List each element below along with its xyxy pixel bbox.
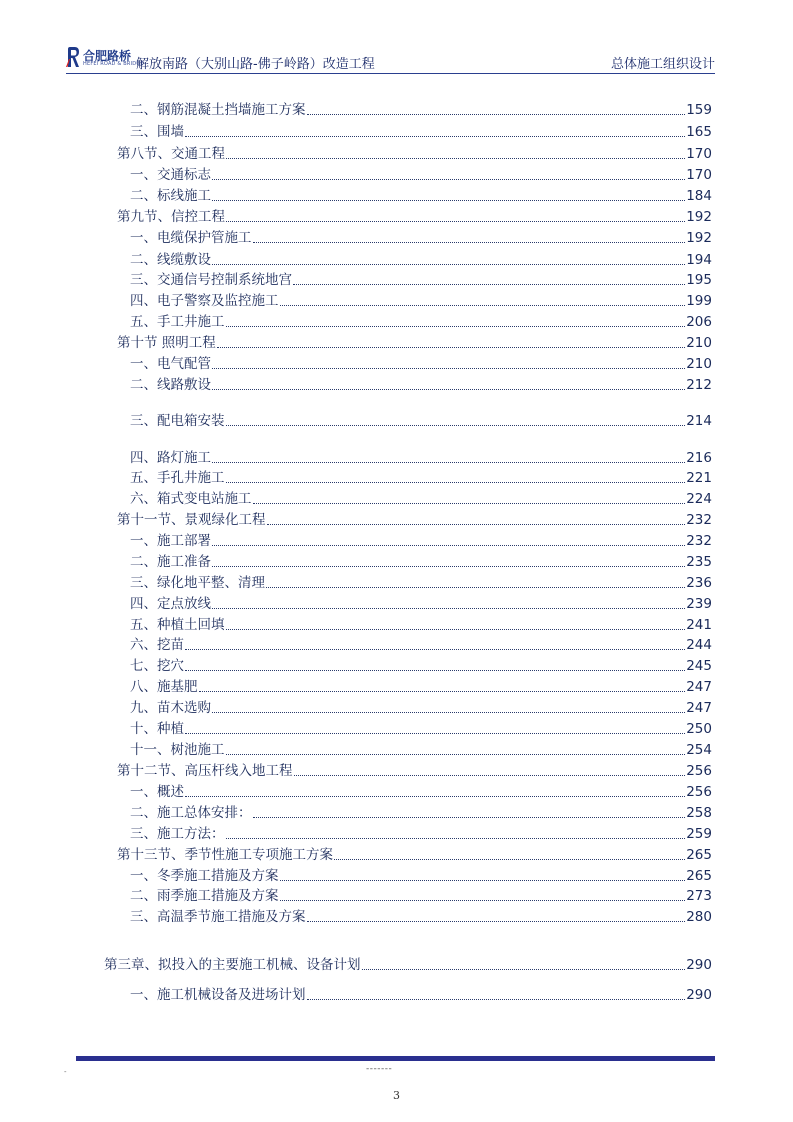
toc-dot-leader xyxy=(280,879,686,881)
toc-entry-page: 265 xyxy=(686,847,712,863)
toc-dot-leader xyxy=(185,732,685,734)
toc-entry-label: 一、冬季施工措施及方案 xyxy=(130,868,279,884)
toc-dot-leader xyxy=(362,968,686,970)
toc-entry-label: 第十节 照明工程 xyxy=(117,335,216,351)
toc-entry-page: 214 xyxy=(686,413,712,429)
toc-entry[interactable] xyxy=(117,847,712,863)
toc-entry-page: 280 xyxy=(686,909,712,925)
toc-entry[interactable] xyxy=(130,596,712,612)
project-title: 解放南路（大别山路-佛子岭路）改造工程 xyxy=(136,57,375,72)
toc-entry-page: 256 xyxy=(686,784,712,800)
toc-dot-leader xyxy=(267,523,686,525)
toc-entry[interactable] xyxy=(117,512,712,528)
toc-entry-label: 一、交通标志 xyxy=(130,167,211,183)
toc-entry-page: 170 xyxy=(686,146,712,162)
toc-entry-page: 165 xyxy=(686,124,712,140)
toc-entry-label: 二、线缆敷设 xyxy=(130,252,211,268)
toc-dot-leader xyxy=(212,607,685,609)
toc-entry[interactable] xyxy=(130,554,712,570)
toc-entry-page: 221 xyxy=(686,470,712,486)
toc-entry-page: 245 xyxy=(686,658,712,674)
toc-dot-leader xyxy=(212,461,685,463)
toc-entry[interactable] xyxy=(130,124,712,140)
toc-entry[interactable] xyxy=(130,230,712,246)
toc-entry[interactable] xyxy=(104,957,712,973)
toc-entry[interactable] xyxy=(130,805,712,821)
toc-entry-label: 八、施基肥 xyxy=(130,679,198,695)
toc-dot-leader xyxy=(226,325,686,327)
toc-entry-label: 二、雨季施工措施及方案 xyxy=(130,888,279,904)
toc-entry-page: 170 xyxy=(686,167,712,183)
toc-dot-leader xyxy=(334,858,685,860)
toc-dot-leader xyxy=(212,544,685,546)
toc-dot-leader xyxy=(217,346,685,348)
toc-entry-label: 一、电缆保护管施工 xyxy=(130,230,252,246)
toc-entry-page: 184 xyxy=(686,188,712,204)
toc-dot-leader xyxy=(226,220,685,222)
toc-dot-leader xyxy=(212,263,685,265)
toc-entry-label: 一、施工部署 xyxy=(130,533,211,549)
toc-entry-label: 四、路灯施工 xyxy=(130,450,211,466)
toc-entry-label: 六、挖苗 xyxy=(130,637,184,653)
toc-dot-leader xyxy=(226,837,686,839)
toc-dot-leader xyxy=(307,998,686,1000)
toc-entry[interactable] xyxy=(130,617,712,633)
toc-dot-leader xyxy=(253,502,686,504)
toc-dot-leader xyxy=(307,113,686,115)
toc-entry[interactable] xyxy=(117,209,712,225)
toc-entry-label: 三、交通信号控制系统地宫 xyxy=(130,272,292,288)
toc-entry-page: 247 xyxy=(686,679,712,695)
toc-dot-leader xyxy=(185,669,685,671)
toc-entry-page: 256 xyxy=(686,763,712,779)
toc-dot-leader xyxy=(226,753,686,755)
toc-entry[interactable] xyxy=(130,252,712,268)
toc-entry[interactable] xyxy=(130,377,712,393)
toc-entry-page: 195 xyxy=(686,272,712,288)
toc-dot-leader xyxy=(212,565,685,567)
toc-entry-page: 192 xyxy=(686,209,712,225)
toc-dot-leader xyxy=(199,690,686,692)
toc-entry-label: 三、绿化地平整、清理 xyxy=(130,575,265,591)
toc-entry-page: 290 xyxy=(686,987,712,1003)
toc-entry-page: 192 xyxy=(686,230,712,246)
toc-entry-label: 六、箱式变电站施工 xyxy=(130,491,252,507)
toc-entry-page: 258 xyxy=(686,805,712,821)
toc-entry[interactable] xyxy=(130,188,712,204)
logo-text: 合肥路桥 xyxy=(83,49,132,63)
toc-entry[interactable] xyxy=(130,637,712,653)
toc-entry-label: 二、施工总体安排： xyxy=(130,805,252,821)
toc-entry-label: 第十二节、高压杆线入地工程 xyxy=(117,763,293,779)
toc-entry-label: 三、围墙 xyxy=(130,124,184,140)
toc-dot-leader xyxy=(212,199,685,201)
toc-entry[interactable] xyxy=(130,470,712,486)
page-number: 3 xyxy=(393,1089,400,1102)
toc-entry-page: 241 xyxy=(686,617,712,633)
toc-dot-leader xyxy=(185,795,685,797)
toc-entry-page: 210 xyxy=(686,356,712,372)
header-divider xyxy=(66,73,715,74)
toc-entry-label: 第十一节、景观绿化工程 xyxy=(117,512,266,528)
page-header xyxy=(66,44,715,74)
toc-entry[interactable] xyxy=(130,102,712,118)
toc-entry-page: 236 xyxy=(686,575,712,591)
toc-dot-leader xyxy=(185,648,685,650)
toc-entry-page: 206 xyxy=(686,314,712,330)
footer-bar xyxy=(76,1056,715,1061)
toc-entry[interactable] xyxy=(117,335,712,351)
footer-dash: ------- xyxy=(366,1064,393,1074)
toc-entry[interactable] xyxy=(130,450,712,466)
toc-entry-label: 七、挖穴 xyxy=(130,658,184,674)
toc-entry-label: 二、施工准备 xyxy=(130,554,211,570)
toc-entry-label: 二、线路敷设 xyxy=(130,377,211,393)
toc-dot-leader xyxy=(226,157,685,159)
toc-entry-label: 一、施工机械设备及进场计划 xyxy=(130,987,306,1003)
toc-entry-label: 二、钢筋混凝土挡墙施工方案 xyxy=(130,102,306,118)
toc-entry-label: 四、电子警察及监控施工 xyxy=(130,293,279,309)
toc-dot-leader xyxy=(307,920,686,922)
toc-entry[interactable] xyxy=(130,167,712,183)
toc-entry-label: 三、配电箱安装 xyxy=(130,413,225,429)
toc-entry[interactable] xyxy=(130,700,712,716)
toc-dot-leader xyxy=(253,816,686,818)
toc-entry-page: 250 xyxy=(686,721,712,737)
toc-dot-leader xyxy=(280,304,686,306)
toc-entry[interactable] xyxy=(130,575,712,591)
toc-entry-page: 290 xyxy=(686,957,712,973)
toc-entry-page: 212 xyxy=(686,377,712,393)
toc-dot-leader xyxy=(185,135,685,137)
toc-dot-leader xyxy=(293,283,685,285)
toc-entry[interactable] xyxy=(130,658,712,674)
toc-entry[interactable] xyxy=(130,356,712,372)
toc-entry-label: 十、种植 xyxy=(130,721,184,737)
toc-entry-page: 265 xyxy=(686,868,712,884)
toc-entry[interactable] xyxy=(130,272,712,288)
toc-entry-label: 第十三节、季节性施工专项施工方案 xyxy=(117,847,333,863)
toc-entry[interactable] xyxy=(130,413,712,429)
toc-entry[interactable] xyxy=(130,909,712,925)
toc-entry[interactable] xyxy=(130,826,712,842)
toc-entry-page: 244 xyxy=(686,637,712,653)
toc-entry[interactable] xyxy=(130,987,712,1003)
toc-entry-page: 216 xyxy=(686,450,712,466)
toc-entry[interactable] xyxy=(130,491,712,507)
toc-entry-label: 第九节、信控工程 xyxy=(117,209,225,225)
toc-entry[interactable] xyxy=(130,679,712,695)
toc-entry[interactable] xyxy=(130,314,712,330)
toc-entry-label: 第八节、交通工程 xyxy=(117,146,225,162)
toc-entry[interactable] xyxy=(130,721,712,737)
toc-entry[interactable] xyxy=(117,763,712,779)
toc-dot-leader xyxy=(226,628,686,630)
toc-entry-label: 一、电气配管 xyxy=(130,356,211,372)
document-title: 总体施工组织设计 xyxy=(610,57,715,72)
toc-dot-leader xyxy=(294,774,686,776)
toc-entry[interactable] xyxy=(130,533,712,549)
toc-entry-label: 四、定点放线 xyxy=(130,596,211,612)
toc-entry-page: 159 xyxy=(686,102,712,118)
toc-entry-label: 五、手工井施工 xyxy=(130,314,225,330)
toc-entry-page: 259 xyxy=(686,826,712,842)
toc-dot-leader xyxy=(212,711,685,713)
toc-entry[interactable] xyxy=(130,868,712,884)
toc-dot-leader xyxy=(226,481,686,483)
toc-entry[interactable] xyxy=(130,888,712,904)
toc-entry-label: 五、种植土回填 xyxy=(130,617,225,633)
toc-entry-label: 一、概述 xyxy=(130,784,184,800)
logo-icon xyxy=(66,46,80,68)
toc-dot-leader xyxy=(253,241,686,243)
toc-dot-leader xyxy=(226,424,686,426)
toc-entry[interactable] xyxy=(117,146,712,162)
toc-entry-page: 210 xyxy=(686,335,712,351)
logo-subtext: HEFEI ROAD & BRIDGE xyxy=(83,61,144,67)
toc-dot-leader xyxy=(212,388,685,390)
toc-entry-label: 第三章、拟投入的主要施工机械、设备计划 xyxy=(104,957,361,973)
footer-mark: - xyxy=(64,1068,67,1076)
toc-entry-page: 247 xyxy=(686,700,712,716)
toc-entry-page: 273 xyxy=(686,888,712,904)
toc-entry-label: 五、手孔井施工 xyxy=(130,470,225,486)
toc-entry-page: 239 xyxy=(686,596,712,612)
toc-dot-leader xyxy=(266,586,685,588)
toc-entry-label: 三、施工方法： xyxy=(130,826,225,842)
toc-entry-page: 194 xyxy=(686,252,712,268)
toc-entry[interactable] xyxy=(130,784,712,800)
toc-entry[interactable] xyxy=(130,293,712,309)
toc-entry-label: 二、标线施工 xyxy=(130,188,211,204)
toc-entry-page: 224 xyxy=(686,491,712,507)
toc-entry[interactable] xyxy=(130,742,712,758)
toc-entry-label: 九、苗木选购 xyxy=(130,700,211,716)
toc-dot-leader xyxy=(212,367,685,369)
toc-dot-leader xyxy=(280,899,686,901)
toc-entry-page: 232 xyxy=(686,512,712,528)
toc-entry-page: 254 xyxy=(686,742,712,758)
toc-dot-leader xyxy=(212,178,685,180)
toc-entry-page: 232 xyxy=(686,533,712,549)
toc-entry-page: 235 xyxy=(686,554,712,570)
company-logo xyxy=(66,46,144,70)
toc-entry-label: 三、高温季节施工措施及方案 xyxy=(130,909,306,925)
toc-entry-page: 199 xyxy=(686,293,712,309)
toc-entry-label: 十一、树池施工 xyxy=(130,742,225,758)
